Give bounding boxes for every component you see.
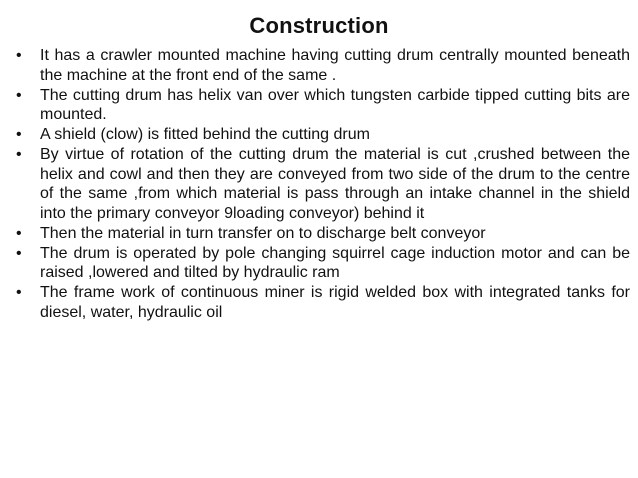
bullet-dot-icon: • bbox=[16, 244, 22, 262]
bullet-dot-icon: • bbox=[16, 47, 22, 64]
bullet-dot-icon: • bbox=[16, 86, 22, 104]
bullet-text: Then the material in turn transfer on to discharge belt conveyor bbox=[40, 224, 486, 242]
bullet-item bbox=[14, 145, 630, 223]
bullet-dot-icon: • bbox=[16, 284, 22, 301]
bullet-text: The frame work of continuous miner is rigid welded box with integrated tanks for diesel, water, hydraulic oil bbox=[40, 284, 630, 321]
bullet-item bbox=[14, 224, 630, 244]
bullet-item bbox=[14, 283, 630, 322]
bullet-text: By virtue of rotation of the cutting drum the material is cut ,crushed between the helix and cowl and then they are conveyed from two side of the drum to the centre of the same ,from which material is pass through an intake channel in the shield into the primary conveyor 9loading conveyor) behind it bbox=[40, 146, 630, 222]
bullet-text: The cutting drum has helix van over which tungsten carbide tipped cutting bits are mounted. bbox=[40, 86, 630, 123]
bullet-item bbox=[14, 244, 630, 283]
bullet-item bbox=[14, 46, 630, 85]
bullet-text: A shield (clow) is fitted behind the cutting drum bbox=[40, 126, 370, 143]
slide-title: Construction bbox=[249, 13, 389, 38]
bullet-item bbox=[14, 125, 630, 145]
bullet-dot-icon: • bbox=[16, 224, 22, 242]
bullet-dot-icon: • bbox=[16, 126, 22, 143]
bullet-text: It has a crawler mounted machine having cutting drum centrally mounted beneath the machine at the front end of the same . bbox=[40, 47, 630, 84]
bullet-text: The drum is operated by pole changing squirrel cage induction motor and can be raised ,lowered and tilted by hydraulic ram bbox=[40, 244, 630, 281]
bullet-dot-icon: • bbox=[16, 146, 22, 163]
bullet-item bbox=[14, 86, 630, 125]
bullet-list bbox=[14, 46, 630, 323]
